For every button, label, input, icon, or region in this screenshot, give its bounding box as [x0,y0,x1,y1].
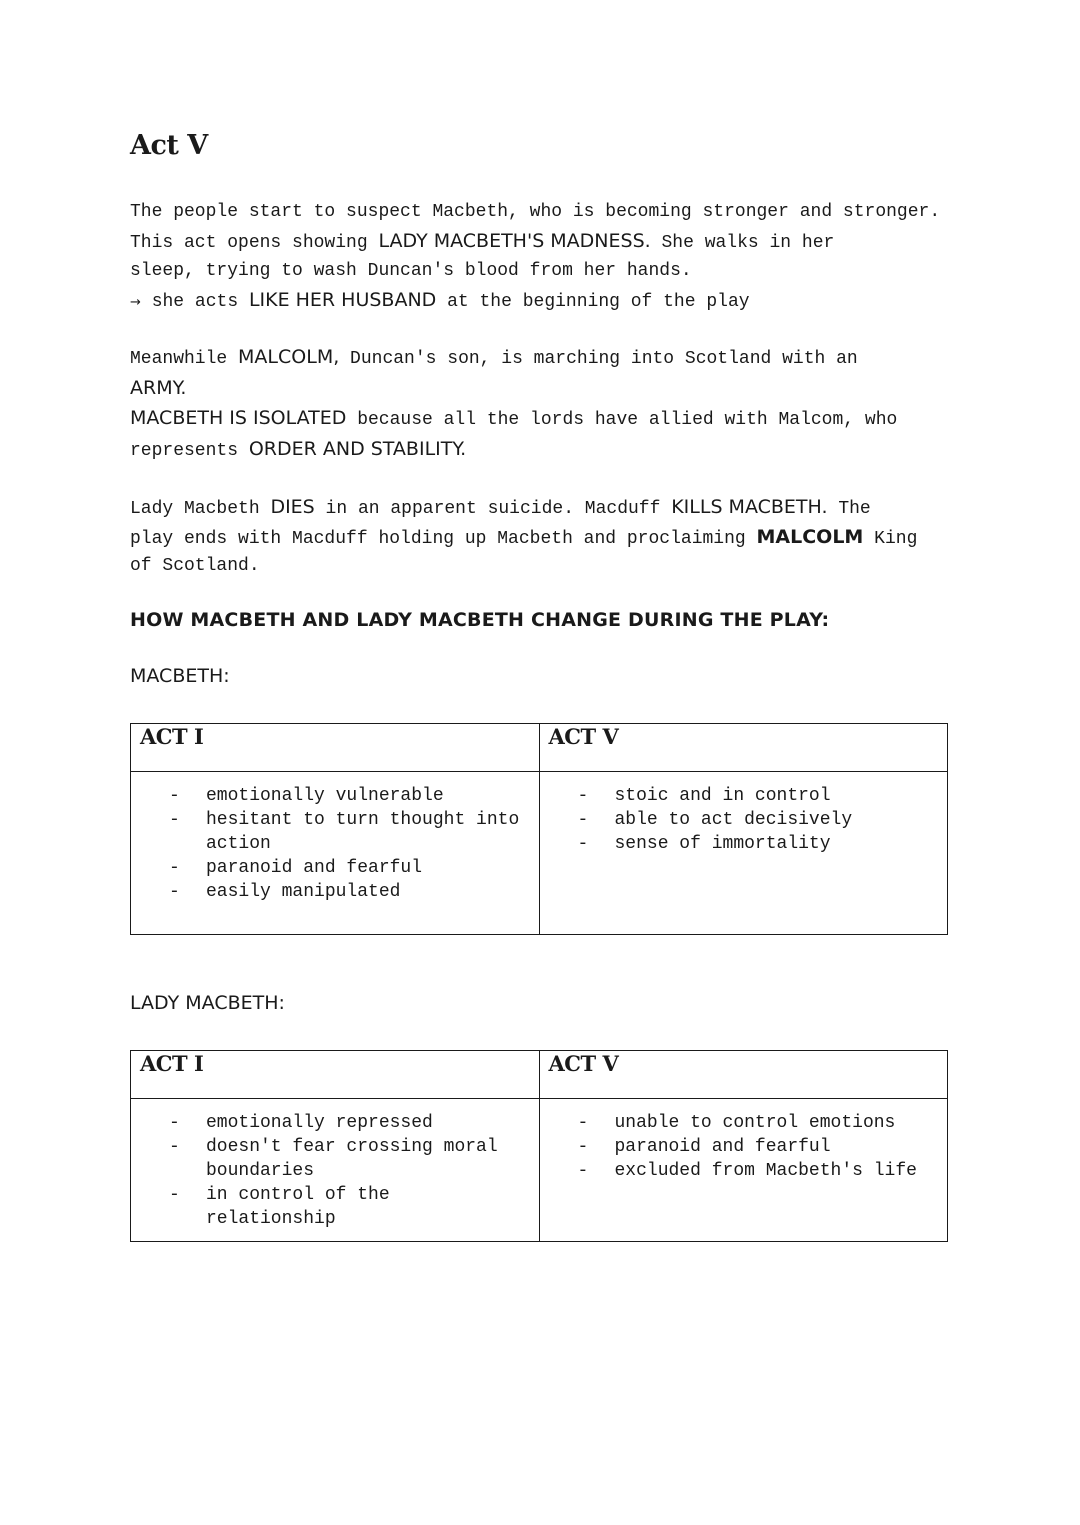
text-line [130,373,960,404]
section-heading-change: HOW MACBETH AND LADY MACBETH CHANGE DURING THE PLAY: [130,609,830,631]
subheading-macbeth: MACBETH: [130,665,230,687]
emphasis-text: MACBETH IS ISOLATED [130,407,347,430]
macbeth-change-table [130,723,948,935]
list-item: - paranoid and fearful [578,1135,938,1159]
emphasis-text: ARMY. [130,376,187,399]
emphasis-text: LADY MACBETH'S MADNESS. [378,230,651,253]
text-line: represents ORDER AND STABILITY. [130,437,467,461]
trait-list [578,784,938,856]
trait-list [169,784,529,904]
list-item: - sense of immortality [578,832,938,856]
table-header-act-1: ACT I [131,724,540,772]
arrow-right-icon: → [130,294,141,310]
table-header-act-1: ACT I [131,1051,540,1099]
text-line: Lady Macbeth DIES in an apparent suicide. Macduff KILLS MACBETH. The [130,496,871,519]
list-item: - excluded from Macbeth's life [578,1159,938,1183]
table-cell-act-5 [539,772,948,935]
list-item: - easily manipulated [169,880,529,904]
emphasis-text: KILLS MACBETH. [671,496,828,518]
text-line: play ends with Macduff holding up Macbeth and proclaiming MALCOLM King [130,525,918,549]
list-item: - paranoid and fearful [169,856,529,880]
table-cell-act-1 [131,1099,540,1242]
text-line: of Scotland. [130,556,260,577]
lady-macbeth-change-table [130,1050,948,1242]
paragraph-ending [130,493,960,582]
list-item: - doesn't fear crossing moral boundaries [169,1135,529,1183]
text-line: sleep, trying to wash Duncan's blood from her hands. [130,260,692,281]
list-item: - stoic and in control [578,784,938,808]
table-cell-act-5 [539,1099,948,1242]
table-cell-act-1 [131,772,540,935]
emphasis-text: ORDER AND STABILITY. [248,437,467,460]
trait-list [578,1111,938,1183]
list-item: - emotionally vulnerable [169,784,529,808]
text-line: → she acts LIKE HER HUSBAND at the beginning of the play [130,288,750,312]
text-line: The people start to suspect Macbeth, who is becoming stronger and stronger. [130,202,941,222]
emphasis-text: MALCOLM [756,525,864,548]
text-line: MACBETH IS ISOLATED because all the lords have allied with Malcom, who [130,407,898,431]
list-item: - unable to control emotions [578,1111,938,1135]
page-title: Act V [130,130,208,161]
table-header-act-5: ACT V [539,724,948,772]
list-item: - able to act decisively [578,808,938,832]
paragraph-malcolm-army [130,342,960,464]
emphasis-text: LIKE HER HUSBAND [248,288,437,311]
subheading-lady-macbeth: LADY MACBETH: [130,992,285,1014]
text-line: Meanwhile MALCOLM, Duncan's son, is marching into Scotland with an [130,346,858,369]
emphasis-text: DIES [270,496,315,518]
table-header-act-5: ACT V [539,1051,948,1099]
list-item: - hesitant to turn thought into action [169,808,529,856]
emphasis-text: MALCOLM, [238,346,340,368]
trait-list [169,1111,529,1231]
list-item: - in control of the relationship [169,1183,529,1231]
paragraph-lady-madness [130,198,960,315]
text-line: This act opens showing LADY MACBETH'S MADNESS. She walks in her [130,230,835,254]
list-item: - emotionally repressed [169,1111,529,1135]
